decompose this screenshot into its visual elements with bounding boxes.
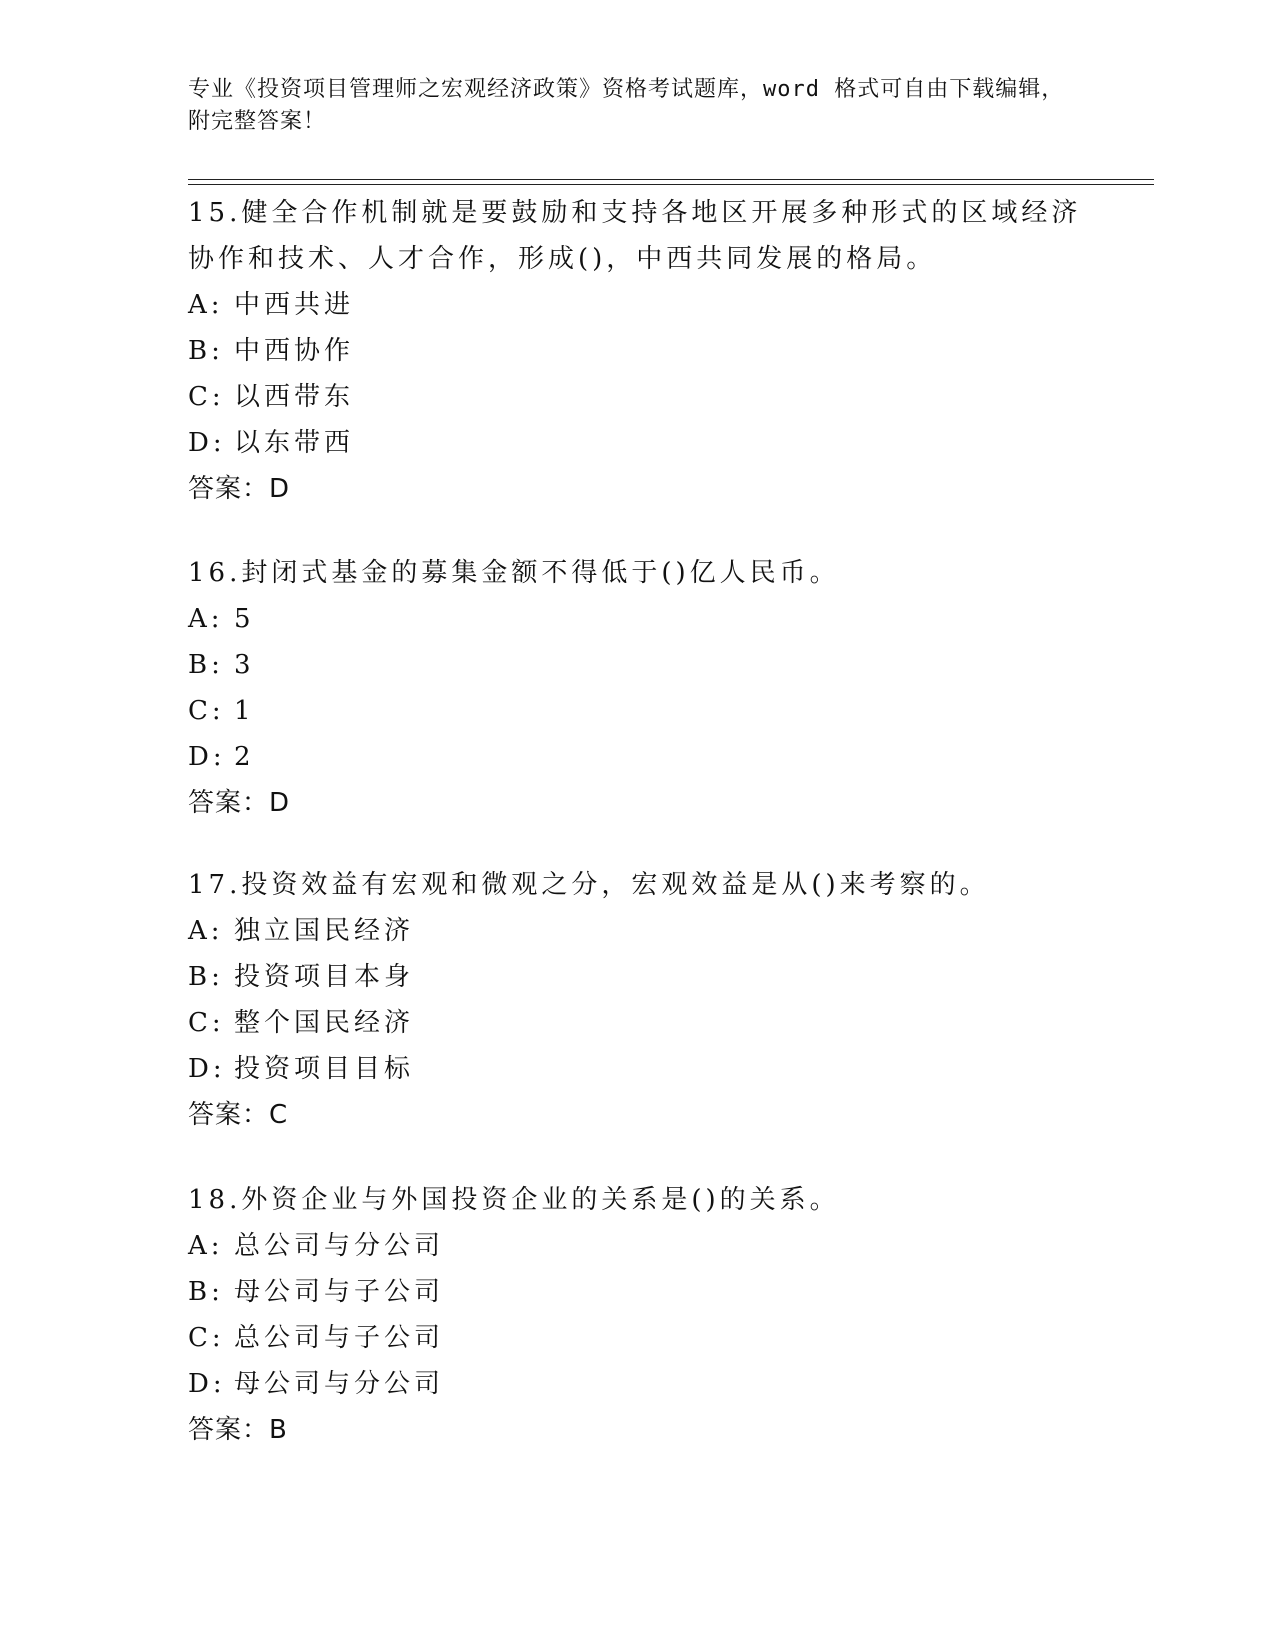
- option-a: [188, 1223, 1088, 1269]
- option-key: B:: [188, 1277, 224, 1307]
- option-text: 母公司与子公司: [234, 1277, 445, 1307]
- option-text: 整个国民经济: [234, 1008, 415, 1038]
- question-16: [188, 550, 1088, 826]
- option-key: A:: [188, 916, 224, 946]
- option-text: 总公司与分公司: [234, 1231, 445, 1261]
- option-key: C:: [188, 1323, 225, 1353]
- document-header: 专业《投资项目管理师之宏观经济政策》资格考试题库，word 格式可自由下载编辑，附完整答案！: [188, 77, 1065, 134]
- option-key: D:: [188, 1369, 226, 1399]
- option-text: 投资项目目标: [234, 1054, 415, 1084]
- option-text: 5: [234, 604, 255, 634]
- option-text: 中西协作: [234, 336, 355, 366]
- option-text: 1: [234, 696, 255, 726]
- option-b: [188, 1269, 1088, 1315]
- question-17: [188, 862, 1088, 1138]
- answer: 答案：D: [188, 474, 291, 504]
- option-d: [188, 1361, 1088, 1407]
- option-b: [188, 642, 1088, 688]
- option-text: 母公司与分公司: [234, 1369, 445, 1399]
- option-text: 以东带西: [234, 428, 355, 458]
- option-text: 以西带东: [234, 382, 355, 412]
- option-c: [188, 688, 1088, 734]
- option-d: [188, 734, 1088, 780]
- option-key: B:: [188, 962, 224, 992]
- option-text: 2: [234, 742, 255, 772]
- question-15: [188, 190, 1088, 512]
- option-key: B:: [188, 650, 224, 680]
- option-key: C:: [188, 382, 225, 412]
- option-c: [188, 1315, 1088, 1361]
- answer: 答案：D: [188, 788, 291, 818]
- option-b: [188, 328, 1088, 374]
- option-text: 3: [234, 650, 255, 680]
- option-key: A:: [188, 1231, 224, 1261]
- option-c: [188, 374, 1088, 420]
- option-key: B:: [188, 336, 224, 366]
- option-text: 独立国民经济: [234, 916, 415, 946]
- option-c: [188, 1000, 1088, 1046]
- option-key: D:: [188, 428, 226, 458]
- question-stem: 18.外资企业与外国投资企业的关系是()的关系。: [188, 1185, 840, 1215]
- option-key: A:: [188, 604, 224, 634]
- option-d: [188, 420, 1088, 466]
- option-a: [188, 596, 1088, 642]
- option-text: 总公司与子公司: [234, 1323, 445, 1353]
- option-key: D:: [188, 742, 226, 772]
- option-a: [188, 282, 1088, 328]
- option-key: A:: [188, 290, 224, 320]
- question-stem: 16.封闭式基金的募集金额不得低于()亿人民币。: [188, 558, 840, 588]
- option-text: 投资项目本身: [234, 962, 415, 992]
- question-stem: 17.投资效益有宏观和微观之分，宏观效益是从()来考察的。: [188, 870, 990, 900]
- answer: 答案：B: [188, 1415, 288, 1445]
- option-key: C:: [188, 696, 225, 726]
- option-d: [188, 1046, 1088, 1092]
- header-divider-top: [188, 179, 1154, 180]
- answer: 答案：C: [188, 1100, 289, 1130]
- question-stem: 15.健全合作机制就是要鼓励和支持各地区开展多种形式的区域经济协作和技术、人才合作，形成()，中西共同发展的格局。: [188, 198, 1082, 274]
- option-b: [188, 954, 1088, 1000]
- option-key: C:: [188, 1008, 225, 1038]
- option-text: 中西共进: [234, 290, 355, 320]
- header-divider-bottom: [188, 184, 1154, 185]
- option-a: [188, 908, 1088, 954]
- option-key: D:: [188, 1054, 226, 1084]
- question-18: [188, 1177, 1088, 1453]
